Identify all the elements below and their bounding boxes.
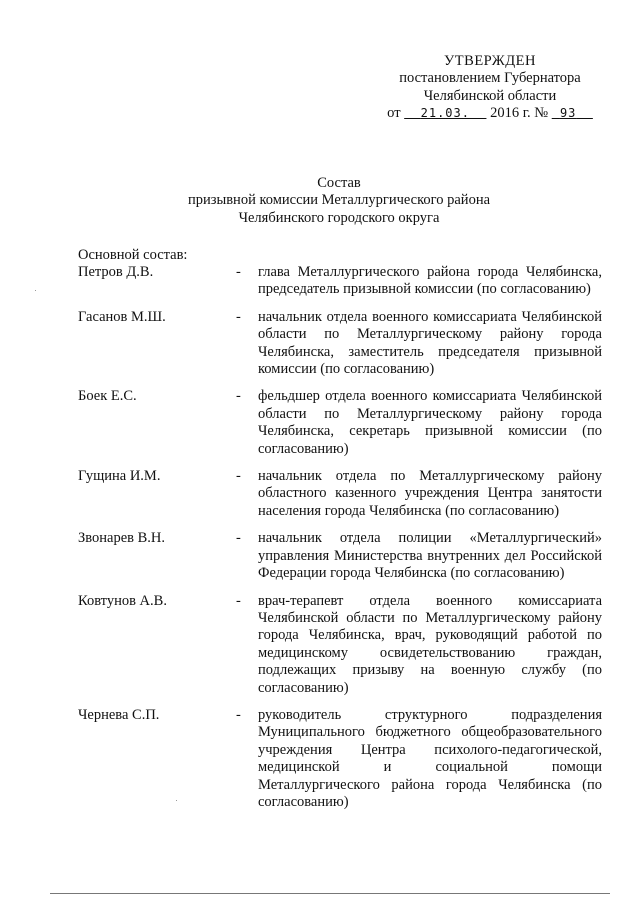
- member-name: Петров Д.В.: [78, 264, 154, 280]
- member-dash: -: [236, 530, 241, 547]
- scan-edge-line: [50, 893, 610, 894]
- member-row: [78, 264, 602, 299]
- scan-speck: [176, 800, 177, 801]
- document-title: [100, 175, 578, 227]
- member-row: [78, 468, 602, 520]
- member-role: глава Металлургического района города Челябинска, председатель призывной комиссии (по согласованию): [258, 264, 602, 298]
- member-role: начальник отдела по Металлургическому району областного казенного учреждения Центра занятости населения города Челябинска (по согласованию): [258, 468, 602, 519]
- approval-line-region: Челябинской области: [423, 87, 557, 104]
- member-row: [78, 707, 602, 811]
- approval-line-resolution: постановлением Губернатора: [399, 70, 581, 87]
- approval-date-line: [380, 105, 600, 122]
- member-row: [78, 530, 602, 582]
- approval-stamp: [380, 53, 600, 123]
- member-dash: -: [236, 468, 241, 485]
- member-list: [78, 264, 602, 821]
- approved-heading: УТВЕРЖДЕН: [444, 53, 536, 69]
- member-role: врач-терапевт отдела военного комиссариата Челябинской области по Металлургическому району города Челябинска, врач, руководящий работой по медицинскому освидетельствованию граждан, подлежащих призыву на военную службу (по согласованию): [258, 592, 602, 696]
- member-dash: -: [236, 388, 241, 405]
- member-row: [78, 593, 602, 697]
- member-role: начальник отдела полиции «Металлургический» управления Министерства внутренних дел Российской Федерации города Челябинска (по согласованию): [258, 530, 602, 582]
- member-row: [78, 388, 602, 458]
- member-name: Гасанов М.Ш.: [78, 308, 166, 325]
- member-dash: -: [236, 592, 241, 609]
- year-text: 2016 г. №: [490, 105, 549, 122]
- date-prefix: от: [387, 105, 401, 122]
- member-dash: -: [236, 264, 241, 280]
- decree-number: 93: [559, 106, 577, 121]
- member-role: фельдшер отдела военного комиссариата Челябинской области по Металлургическому району города Челябинска, секретарь призывной комиссии (по согласованию): [258, 388, 602, 457]
- member-row: [78, 309, 602, 379]
- member-role: начальник отдела военного комиссариата Челябинской области по Металлургическому району города Челябинска, заместитель председателя призывной комиссии (по согласованию): [258, 308, 602, 378]
- member-name: Боек Е.С.: [78, 388, 137, 405]
- title-line-1: Состав: [317, 175, 361, 191]
- scan-speck: [35, 290, 36, 291]
- member-role: руководитель структурного подразделения Муниципального бюджетного общеобразовательного учреждения Центра психолого-педагогической, медицинской и социальной помощи Металлургического района города Челябинска (по согласованию): [258, 706, 602, 810]
- member-name: Гущина И.М.: [78, 468, 161, 485]
- date-value: 21.03.: [420, 106, 470, 121]
- member-name: Чернева С.П.: [78, 706, 160, 723]
- member-name: Звонарев В.Н.: [78, 530, 166, 547]
- member-dash: -: [236, 308, 241, 325]
- main-composition-label: Основной состав:: [78, 247, 188, 263]
- member-dash: -: [236, 706, 241, 723]
- title-line-2: призывной комиссии Металлургического района: [187, 192, 491, 209]
- member-name: Ковтунов А.В.: [78, 592, 167, 609]
- title-line-3: Челябинского городского округа: [238, 209, 440, 226]
